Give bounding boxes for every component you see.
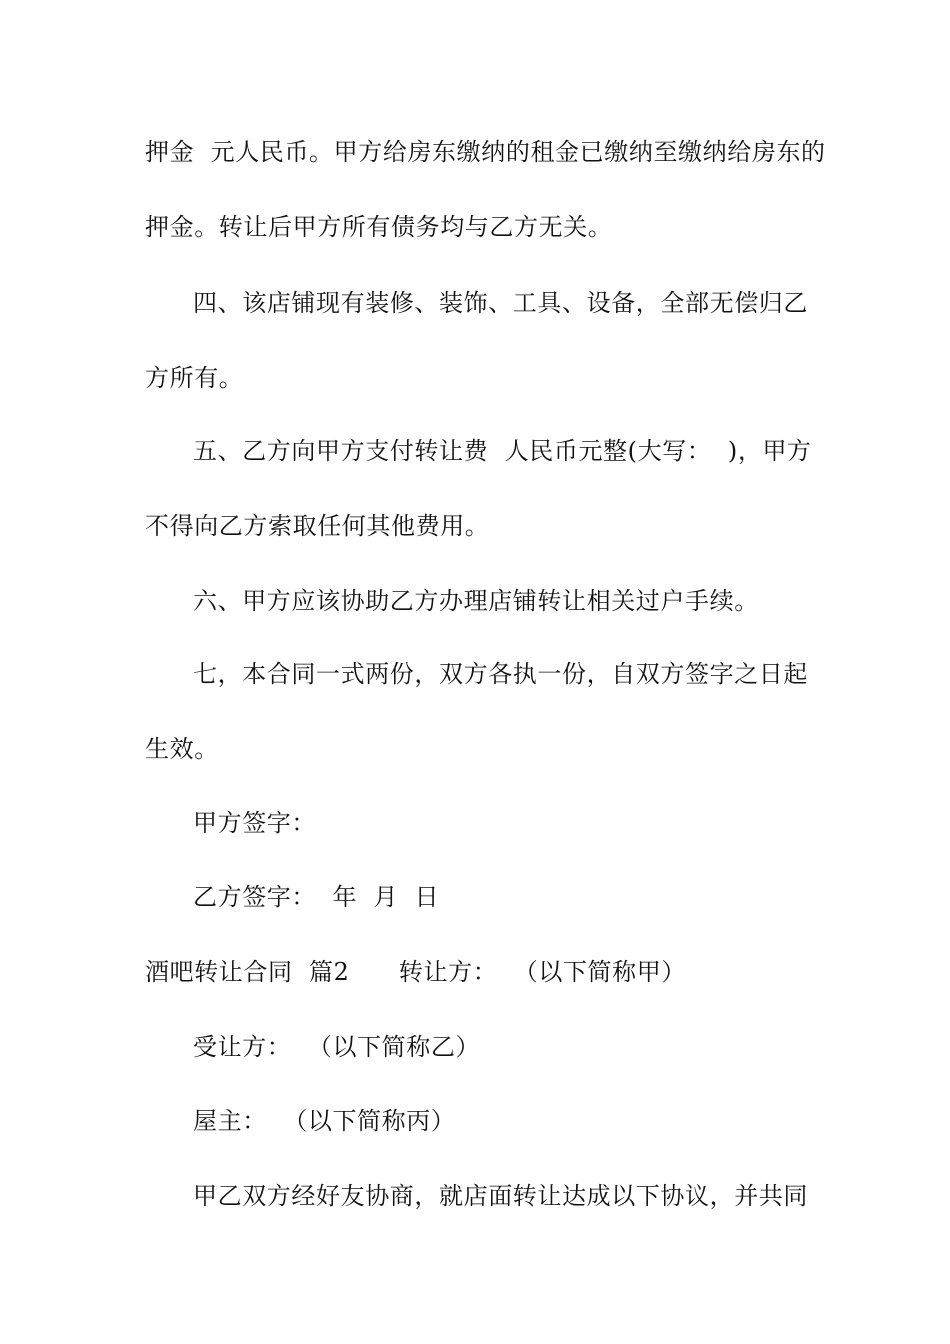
paragraph-line: 押金 元人民币。甲方给房东缴纳的租金已缴纳至缴纳给房东的: [145, 138, 826, 166]
paragraph-line: 受让方： （以下简称乙）: [193, 1033, 481, 1061]
paragraph-line: 甲乙双方经好友协商，就店面转让达成以下协议，并共同: [193, 1182, 808, 1210]
paragraph-line: 七，本合同一式两份，双方各执一份，自双方签字之日起: [193, 660, 808, 688]
paragraph-line: 不得向乙方索取任何其他费用。: [145, 512, 490, 540]
paragraph-line: 屋主： （以下简称丙）: [193, 1107, 456, 1135]
section-heading-line: 酒吧转让合同 篇2 转让方： （以下简称甲）: [145, 958, 686, 986]
paragraph-line: 押金。转让后甲方所有债务均与乙方无关。: [145, 213, 613, 241]
signature-line-party-a: 甲方签字：: [193, 809, 316, 837]
signature-line-party-b: 乙方签字： 年 月 日: [193, 883, 440, 911]
paragraph-line: 生效。: [145, 735, 219, 763]
paragraph-line: 方所有。: [145, 364, 244, 392]
paragraph-line: 五、乙方向甲方支付转让费 人民币元整(大写： )，甲方: [193, 437, 812, 465]
paragraph-line: 四、该店铺现有装修、装饰、工具、设备，全部无偿归乙: [193, 289, 808, 317]
paragraph-line: 六、甲方应该协助乙方办理店铺转让相关过户手续。: [193, 587, 759, 615]
